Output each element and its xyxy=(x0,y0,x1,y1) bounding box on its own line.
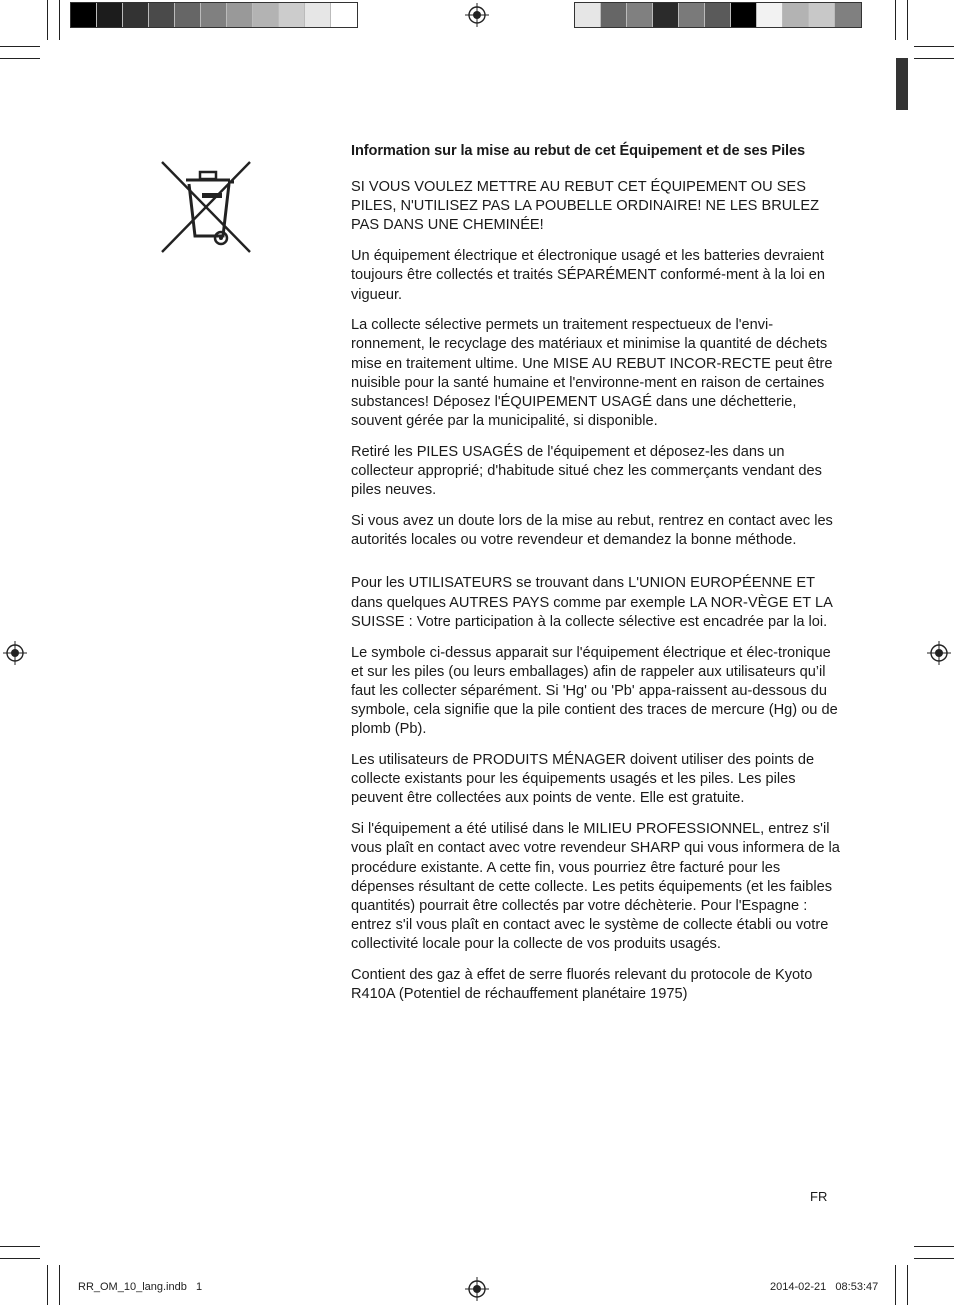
crop-mark xyxy=(907,1265,908,1305)
color-swatch xyxy=(305,3,331,27)
color-swatch xyxy=(123,3,149,27)
language-code: FR xyxy=(810,1189,828,1204)
color-bar-right xyxy=(574,2,862,28)
paragraph: Si vous avez un doute lors de la mise au rebut, rentrez en contact avec les autorités locales ou votre revendeur et demandez la bonne méthode. xyxy=(351,513,833,549)
registration-crosshair-icon xyxy=(3,641,27,665)
paragraph: Retiré les PILES USAGÉS de l'équipement et déposez-les dans un collecteur approprié; d'habitude situé chez les commerçants vendant des piles neuves. xyxy=(351,443,822,499)
crop-mark xyxy=(914,58,954,59)
color-swatch xyxy=(627,3,653,27)
registration-crosshair-icon xyxy=(465,3,489,27)
color-swatch xyxy=(253,3,279,27)
paragraph: Les utilisateurs de PRODUITS MÉNAGER doivent utiliser des points de collecte existants pour les équipements usagés et les piles. Les piles peuvent être collectées aux points de vente. Elle est gratuite. xyxy=(351,752,815,807)
paragraph: Contient des gaz à effet de serre fluorés relevant du protocole de Kyoto R410A (Potentiel de réchauffement planétaire 1975) xyxy=(351,967,813,1003)
crop-mark xyxy=(0,58,40,59)
color-swatch xyxy=(331,3,357,27)
crop-mark xyxy=(0,1258,40,1259)
paragraph: Un équipement électrique et électronique usagé et les batteries devraient toujours être collectés et traités SÉPARÉMENT conformé-ment à la loi en vigueur. xyxy=(351,248,825,303)
color-swatch xyxy=(227,3,253,27)
language-tab-marker xyxy=(896,58,908,110)
color-swatch xyxy=(175,3,201,27)
crop-mark xyxy=(47,1265,48,1305)
color-swatch xyxy=(757,3,783,27)
paragraph: La collecte sélective permets un traitement respectueux de l'envi-ronnement, le recyclage des matériaux et minimise la quantité de déchets mise en traitement ultime. Une MISE AU REBUT INCOR-RECTE peut être nuisible pour la santé humaine et l'environne-ment en raison de certaines substances! Déposez l'ÉQUIPEMENT USAGÉ dans une déchetterie, souvent gérée par la municipalité, si disponible. xyxy=(351,317,833,430)
paragraph: Pour les UTILISATEURS se trouvant dans L'UNION EUROPÉENNE ET dans quelques AUTRES PAYS comme par exemple LA NOR-VÈGE ET LA SUISSE : Votre participation à la collecte sélective est encadrée par la loi. xyxy=(351,575,833,630)
paragraph: Le symbole ci-dessus apparait sur l'équipement électrique et élec-tronique et sur les piles (ou leurs emballages) afin de rappeler aux utilisateurs qu’il faut les collecter séparément. Si 'Hg' ou 'Pb' appa-raissent au-dessous du symbole, cela signifie que la pile contient des traces de mercure (Hg) ou de plomb (Pb). xyxy=(351,644,838,738)
color-swatch xyxy=(809,3,835,27)
color-swatch xyxy=(601,3,627,27)
crop-mark xyxy=(914,46,954,47)
section-title: Information sur la mise au rebut de cet Équipement et de ses Piles xyxy=(351,143,806,159)
crop-mark xyxy=(907,0,908,40)
color-swatch xyxy=(149,3,175,27)
color-bar-left xyxy=(70,2,358,28)
paragraph: SI VOUS VOULEZ METTRE AU REBUT CET ÉQUIPEMENT OU SES PILES, N'UTILISEZ PAS LA POUBELLE ORDINAIRE! NE LES BRULEZ PAS DANS UNE CHEMINÉE! xyxy=(351,179,820,234)
color-swatch xyxy=(783,3,809,27)
color-swatch xyxy=(835,3,861,27)
crop-mark xyxy=(0,1246,40,1247)
crop-mark xyxy=(914,1258,954,1259)
color-swatch xyxy=(653,3,679,27)
footer-filename: RR_OM_10_lang.indb 1 xyxy=(78,1281,203,1293)
crop-mark xyxy=(895,1265,896,1305)
color-swatch xyxy=(71,3,97,27)
color-swatch xyxy=(705,3,731,27)
color-swatch xyxy=(279,3,305,27)
crop-mark xyxy=(895,0,896,40)
crop-mark xyxy=(914,1246,954,1247)
crop-mark xyxy=(59,0,60,40)
registration-crosshair-icon xyxy=(465,1277,489,1301)
crop-mark xyxy=(0,46,40,47)
color-swatch xyxy=(575,3,601,27)
footer-timestamp: 2014-02-21 08:53:47 xyxy=(770,1281,879,1293)
disposal-information xyxy=(351,142,841,1016)
paragraph: Si l'équipement a été utilisé dans le MILIEU PROFESSIONNEL, entrez s'il vous plaît en contact avec votre revendeur SHARP qui vous informera de la procédure existante. A cette fin, vous pourriez être facturé pour les dépenses résultant de cette collecte. Les petits équipements (et les faibles quantités) pourrait être collectés par votre déchèterie. Pour l'Espagne : entrez s'il vous plaît en contact avec le système de collecte établi ou votre collectivité locale pour la collecte de vos produits usagés. xyxy=(351,821,840,953)
color-swatch xyxy=(201,3,227,27)
crop-mark xyxy=(59,1265,60,1305)
color-swatch xyxy=(679,3,705,27)
color-swatch xyxy=(731,3,757,27)
crop-mark xyxy=(47,0,48,40)
crossed-out-wheelie-bin-icon xyxy=(158,158,256,256)
registration-crosshair-icon xyxy=(927,641,951,665)
color-swatch xyxy=(97,3,123,27)
